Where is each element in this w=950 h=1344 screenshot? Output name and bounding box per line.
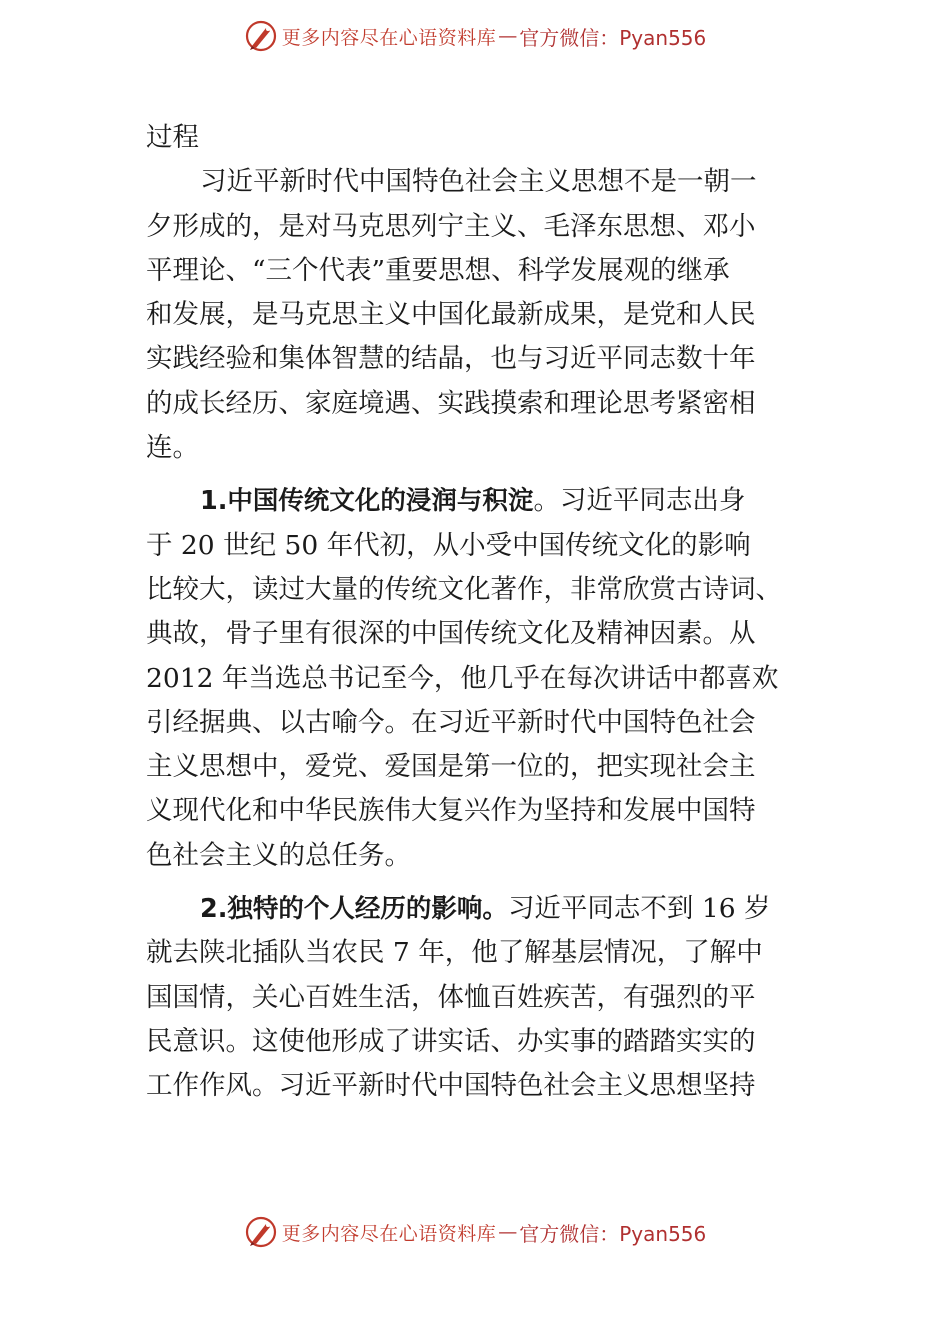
section-1-heading: 1.中国传统文化的浸润与积淀 — [200, 486, 534, 517]
paragraph-line: 引经据典、以古喻今。在习近平新时代中国特色社会 — [146, 706, 756, 738]
paragraph-line: 和发展，是马克思主义中国化最新成果，是党和人民 — [146, 299, 756, 331]
paragraph-line: 典故，骨子里有很深的中国传统文化及精神因素。从 — [146, 618, 756, 650]
paragraph-line: 主义思想中，爱党、爱国是第一位的，把实现社会主 — [146, 751, 756, 783]
paragraph-line: 就去陕北插队当农民 7 年，他了解基层情况，了解中 — [146, 937, 763, 969]
paragraph-line: 国国情，关心百姓生活，体恤百姓疾苦，有强烈的平 — [146, 981, 756, 1013]
paragraph-line: 的成长经历、家庭境遇、实践摸索和理论思考紧密相 — [146, 387, 756, 419]
paragraph-line: 过程 — [146, 122, 199, 153]
paragraph-line: 2012 年当选总书记至今，他几乎在每次讲话中都喜欢 — [146, 662, 779, 694]
paragraph-line: 工作作风。习近平新时代中国特色社会主义思想坚持 — [146, 1070, 756, 1102]
paragraph-line: 习近平新时代中国特色社会主义思想不是一朝一 — [200, 166, 757, 198]
banner-wechat: 官方微信：Pyan556 — [519, 25, 707, 50]
paragraph-line: 义现代化和中华民族伟大复兴作为坚持和发展中国特 — [146, 795, 756, 827]
section-2-first-text: 习近平同志不到 16 岁 — [507, 893, 771, 925]
banner-wechat: 官方微信：Pyan556 — [519, 1221, 707, 1246]
section-1-first-text: 。习近平同志出身 — [533, 485, 746, 517]
document-body — [146, 116, 812, 1109]
banner-text: 更多内容尽在心语资料库 — [281, 1222, 497, 1245]
paragraph-line: 民意识。这使他形成了讲实话、办实事的踏踏实实的 — [146, 1025, 756, 1057]
paragraph-line: 实践经验和集体智慧的结晶，也与习近平同志数十年 — [146, 343, 756, 375]
pen-logo-icon — [244, 19, 278, 53]
paragraph-line: 连。 — [146, 432, 199, 464]
paragraph-line: 平理论、“三个代表”重要思想、科学发展观的继承 — [146, 254, 730, 286]
pen-logo-icon — [244, 1215, 278, 1249]
section-1-first-line — [146, 479, 812, 523]
paragraph-line: 于 20 世纪 50 年代初，从小受中国传统文化的影响 — [146, 529, 751, 561]
banner-separator: — — [498, 1221, 518, 1243]
section-2-first-line — [146, 887, 812, 931]
paragraph-line: 色社会主义的总任务。 — [146, 839, 411, 871]
footer-banner — [0, 1212, 950, 1252]
header-banner — [0, 16, 950, 56]
paragraph-line: 比较大，读过大量的传统文化著作，非常欣赏古诗词、 — [146, 573, 782, 605]
paragraph-line: 夕形成的，是对马克思列宁主义、毛泽东思想、邓小 — [146, 210, 756, 242]
banner-text: 更多内容尽在心语资料库 — [281, 26, 497, 49]
section-2-heading: 2.独特的个人经历的影响。 — [200, 894, 508, 925]
banner-separator: — — [498, 25, 518, 47]
